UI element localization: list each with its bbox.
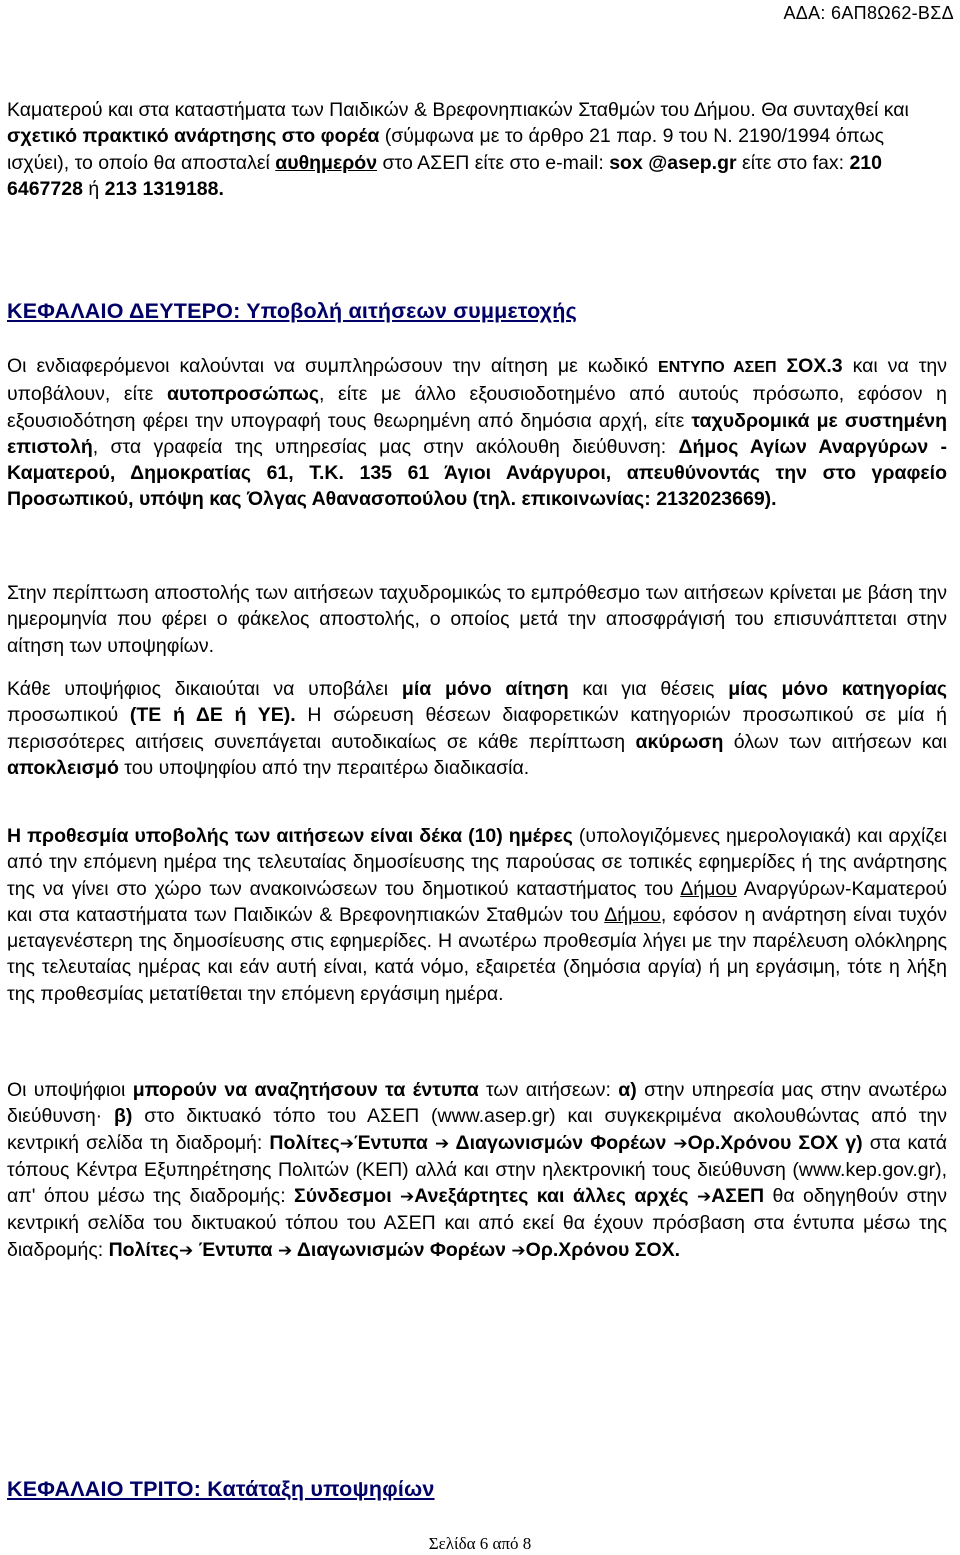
paragraph-single-application: Κάθε υποψήφιος δικαιούται να υποβάλει μία μόνο αίτηση και για θέσεις μίας μόνο κατηγορίας προσωπικού (ΤΕ ή ΔΕ ή ΥΕ). Η σώρευση θέσεων διαφορετικών κατηγοριών προσωπικού σε μία ή περισσότερες αιτήσεις συνεπάγεται αυτοδικαίως σε κάθε περίπτωση ακύρωση όλων των αιτήσεων και αποκλεισμό του υποψηφίου από την περαιτέρω διαδικασία. [7, 678, 948, 779]
arrow-icon: ➔ [400, 1187, 415, 1208]
page-number: Σελίδα 6 από 8 [428, 1534, 532, 1553]
arrow-icon: ➔ [511, 1240, 526, 1261]
paragraph-forms: Οι υποψήφιοι μπορούν να αναζητήσουν τα έντυπα των αιτήσεων: α) στην υπηρεσία μας στην ανωτέρω διεύθυνση· β) στο δικτυακό τόπο του ΑΣΕΠ (www.asep.gr) και συγκεκριμένα ακολουθώντας από την κεντρική σελίδα τη διαδρομή: Πολίτες➔Έντυπα ➔ Διαγωνισμών Φορέων ➔Ορ.Χρόνου ΣΟΧ γ) στα κατά τόπους Κέντρα Εξυπηρέτησης Πολιτών (ΚΕΠ) αλλά και στην ηλεκτρονική τους διεύθυνση (www.kep.gov.gr), απ' όπου μέσω της διαδρομής: Σύνδεσμοι ➔Ανεξάρτητες και άλλες αρχές ➔ΑΣΕΠ θα οδηγηθούν στην κεντρική σελίδα του δικτυακού τόπου του ΑΣΕΠ και από εκεί θα έχουν πρόσβαση στα έντυπα μέσω της διαδρομής: Πολίτες➔ Έντυπα ➔ Διαγωνισμών Φορέων ➔Ορ.Χρόνου ΣΟΧ. [7, 1079, 948, 1261]
paragraph-postal: Στην περίπτωση αποστολής των αιτήσεων ταχυδρομικώς το εμπρόθεσμο των αιτήσεων κρίνεται με βάση την ημερομηνία που φέρει ο φάκελος αποστολής, ο οποίος μετά την αποσφράγισή του επισυνάπτεται στην αίτηση των υποψηφίων. [7, 582, 947, 657]
arrow-icon: ➔ [673, 1133, 688, 1154]
arrow-icon: ➔ [434, 1133, 450, 1154]
arrow-icon: ➔ [339, 1133, 354, 1154]
arrow-icon: ➔ [696, 1187, 712, 1208]
paragraph-deadline: Η προθεσμία υποβολής των αιτήσεων είναι δέκα (10) ημέρες (υπολογιζόμενες ημερολογιακά) και αρχίζει από την επόμενη ημέρα της τελευταίας δημοσίευσης της παρούσας σε τοπικές εφημερίδες ή της ανάρτησης της να γίνει στο χώρο των ανακοινώσεων του δημοτικού καταστήματος του Δήμου Αναργύρων-Καματερού και στα καταστήματα των Παιδικών & Βρεφονηπιακών Σταθμών του Δήμου, εφόσον η ανάρτηση είναι τυχόν μεταγενέστερη της δημοσίευσης στις εφημερίδες. Η ανωτέρω προθεσμία λήγει με την παρέλευση ολόκληρης της τελευταίας ημέρας και εάν αυτή είναι, κατά νόμο, εξαιρετέα (δημόσια αργία) ή μη εργάσιμη, τότε η λήξη της προθεσμίας μετατίθεται την επόμενη εργάσιμη ημέρα. [7, 825, 947, 1005]
paragraph-submission: Οι ενδιαφερόμενοι καλούνται να συμπληρώσουν την αίτηση με κωδικό ΕΝΤΥΠΟ ΑΣΕΠ ΣΟΧ.3 και να την υποβάλουν, είτε αυτοπροσώπως, είτε με άλλο εξουσιοδοτημένο από αυτούς πρόσωπο, εφόσον η εξουσιοδότηση φέρει την υπογραφή τους θεωρημένη από δημόσια αρχή, είτε ταχυδρομικά με συστημένη επιστολή, στα γραφεία της υπηρεσίας μας στην ακόλουθη διεύθυνση: Δήμος Αγίων Αναργύρων - Καματερού, Δημοκρατίας 61, Τ.Κ. 135 61 Άγιοι Ανάργυροι, απευθύνοντάς την στο γραφείο Προσωπικού, υπόψη κας Όλγας Αθανασοπούλου (τηλ. επικοινωνίας: 2132023669). [7, 355, 947, 511]
chapter-three-heading: ΚΕΦΑΛΑΙΟ ΤΡΙΤΟ: Κατάταξη υποψηφίων [7, 1477, 435, 1501]
ada-code: ΑΔΑ: 6ΑΠ8Ω62-ΒΣΔ [783, 3, 954, 23]
paragraph-announcement: Καματερού και στα καταστήματα των Παιδικών & Βρεφονηπιακών Σταθμών του Δήμου. Θα συνταχθεί και σχετικό πρακτικό ανάρτησης στο φορέα (σύμφωνα με το άρθρο 21 παρ. 9 του Ν. 2190/1994 όπως ισχύει), το οποίο θα αποσταλεί αυθημερόν στο ΑΣΕΠ είτε στο e-mail: sox @asep.gr είτε στο fax: 210 6467728 ή 213 1319188. [7, 99, 909, 200]
arrow-icon: ➔ [277, 1240, 293, 1261]
arrow-icon: ➔ [178, 1240, 194, 1261]
chapter-two-heading: ΚΕΦΑΛΑΙΟ ΔΕΥΤΕΡΟ: Υποβολή αιτήσεων συμμετοχής [7, 299, 577, 323]
